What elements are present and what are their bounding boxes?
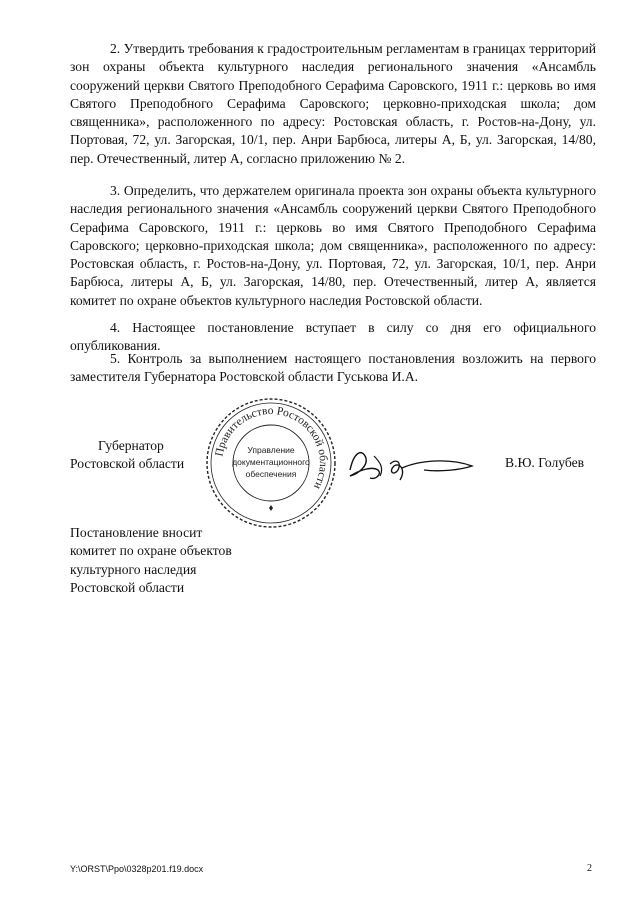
seal-ring-text: Правительство Ростовской области [213,404,330,492]
paragraph-item-5: 5. Контроль за выполнением настоящего постановления возложить на первого заместителя Губернатора Ростовской области Гуськова И.А. [70,351,596,385]
seal-inner-line2: документационного [232,457,310,467]
handwritten-signature [340,440,480,490]
paragraph-item-3: 3. Определить, что держателем оригинала проекта зон охраны объекта культурного наследия регионального значения «Ансамбль сооружений церкви Святого Преподобного Серафима Саровского, 1911 г.: церковь во имя Святого Преподобного Серафима Саровского; церковно-приходская школа; дом священника», расположенного по адресу: Ростовская область, г. Ростов-на-Дону, ул. Портовая, 72, ул. Загорская, 10/1, пер. Анри Барбюса, литеры А, Б, ул. Загорская, 14/80, пер. Отечественный, литер А, является комитет по охране объектов культурного наследия Ростовской области. [70,183,596,308]
seal-inner-line1: Управление [247,445,295,455]
note-line4: Ростовской области [70,579,185,595]
signatory-title [70,437,184,474]
paragraph-item-2: 2. Утвердить требования к градостроительным регламентам в границах территорий зон охраны объекта культурного наследия регионального значения «Ансамбль сооружений церкви Святого Преподобного Серафима Саровского, 1911 г.: церковь во имя Святого Преподобного Серафима Саровского; церковно-приходская школа; дом священника», расположенного по адресу: Ростовская область, г. Ростов-на-Дону, ул. Портовая, 72, ул. Загорская, 10/1, пер. Анри Барбюса, литеры А, Б, ул. Загорская, 14/80, пер. Отечественный, литер А, согласно приложению № 2. [70,41,596,166]
seal-star-icon [269,505,273,511]
footer-file-path: Y:\ORST\Ppo\0328p201.f19.docx [70,864,204,874]
signatory-title-line2: Ростовской области [70,456,185,472]
official-seal-stamp [203,395,339,531]
seal-inner-line3: обеспечения [245,469,297,479]
signatory-name: В.Ю. Голубев [505,455,585,470]
submitted-by-note [70,524,232,597]
note-line2: комитет по охране объектов [70,543,232,559]
paragraph-item-4: 4. Настоящее постановление вступает в силу со дня его официального опубликования. [70,320,596,354]
note-line1: Постановление вносит [70,525,203,540]
note-line3: культурного наследия [70,561,197,577]
signatory-title-line1: Губернатор [98,438,164,453]
page-number: 2 [587,863,592,874]
